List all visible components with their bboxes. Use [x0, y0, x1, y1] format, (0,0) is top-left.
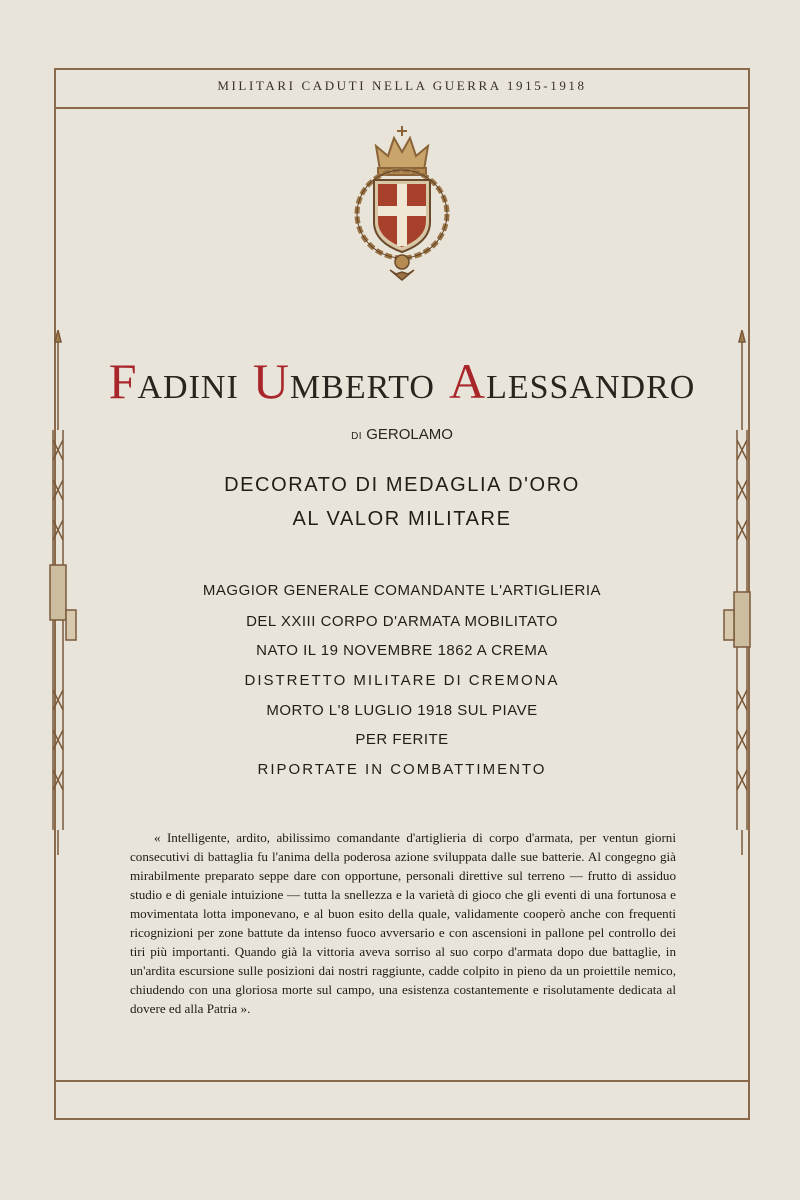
decoration-line-1: DECORATO DI MEDAGLIA D'ORO [224, 474, 580, 496]
frame-outer-bottom [54, 1118, 750, 1120]
frame-outer-top [54, 68, 750, 70]
name-word-surname: FADINI [108, 353, 239, 409]
page-header-title: MILITARI CADUTI NELLA GUERRA 1915-1918 [217, 78, 587, 93]
detail-cause: PER FERITE [355, 731, 449, 748]
detail-cause-2: RIPORTATE IN COMBATTIMENTO [257, 761, 547, 778]
name-word-second: ALESSANDRO [448, 353, 696, 409]
detail-district: DISTRETTO MILITARE DI CREMONA [244, 672, 560, 689]
name-word-first: UMBERTO [252, 353, 435, 409]
citation-text: « Intelligente, ardito, abilissimo comandante d'artiglieria di corpo d'armata, per ventun giorni consecutivi di battaglia fu l'anima della poderosa azione sviluppata dalle sue batterie. Al congegno già mirabilmente preparato seppe dare con opportune, personali direttive sul terreno — frutto di assiduo studio e di geniale intuizione — tutta la snellezza e la varietà di gioco che gli eventi di una fortunosa e movimentata lotta imponevano, e al buon esito della quale, validamente cooperò anche con frequenti ricognizioni per zone battute da intenso fuoco avversario e con ascensioni in pallone pel controllo dei tiri più importanti. Quando già la vittoria aveva sorriso al suo corpo d'armata dopo due battaglie, in un'ardita escursione sulle posizioni dai nostri raggiunte, cadde colpito in pieno da un proiettile nemico, chiudendo con una gloriosa morte sul campo, una esistenza costantemente e risolutamente dedicata al dovere ed alla Patria ». [130, 830, 676, 1016]
detail-corps: DEL XXIII CORPO D'ARMATA MOBILITATO [246, 613, 558, 630]
decoration-line-2: AL VALOR MILITARE [292, 508, 512, 530]
detail-rank: MAGGIOR GENERALE COMANDANTE L'ARTIGLIERIA [202, 582, 602, 599]
detail-birth: NATO IL 19 NOVEMBRE 1862 A CREMA [256, 642, 548, 659]
fallen-soldier-name [55, 352, 749, 410]
detail-death: MORTO L'8 LUGLIO 1918 SUL PIAVE [266, 702, 538, 719]
father-line: DI GEROLAMO [351, 426, 453, 443]
medal-citation [130, 828, 676, 1018]
frame-header-bottom [54, 107, 750, 109]
savoy-coat-of-arms-icon [350, 122, 454, 284]
frame-footer-top [54, 1080, 750, 1082]
